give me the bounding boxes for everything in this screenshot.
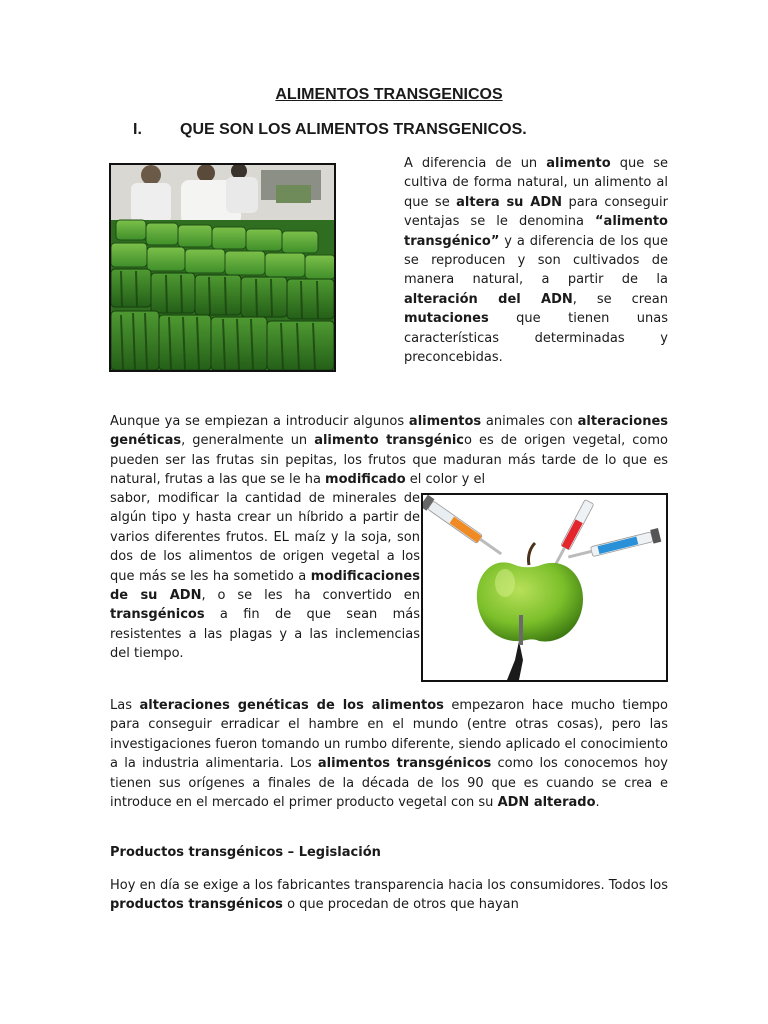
bold-term: ADN alterado [497, 795, 596, 811]
section-title: QUE SON LOS ALIMENTOS TRANSGENICOS. [180, 121, 527, 138]
paragraph-legislacion: Hoy en día se exige a los fabricantes transparencia hacia los consumidores. Todos los productos transgénicos o que procedan de otros que hayan [110, 878, 668, 913]
bold-term: “alimento transgénico” [404, 214, 668, 249]
bold-term: alteración del ADN [404, 291, 573, 307]
injected-apple-photo [421, 493, 668, 682]
bold-term: alimentos [408, 414, 482, 429]
bold-term: alteraciones genéticas [110, 414, 669, 449]
square-watermelons-photo [109, 163, 336, 372]
bold-term: mutaciones [404, 311, 489, 327]
bold-term: alimento [546, 156, 611, 171]
bold-term: productos transgénicos [110, 897, 283, 913]
paragraph-alteraciones-geneticas: Las alteraciones genéticas de los alimentos empezaron hace mucho tiempo para conseguir erradicar el hambre en el mundo (entre otras cosas), pero las investigaciones fueron tomando un rumbo diferente, siendo aplicado el conocimiento a la industria alimentaria. Los alimentos transgénicos como los conocemos hoy tienen sus orígenes a finales de la década de los 90 que es cuando se crea e introduce en el mercado el primer producto vegetal con su ADN alterado. [110, 698, 669, 811]
bold-term: modificado [325, 472, 406, 488]
subheading-legislacion: Productos transgénicos – Legislación [110, 845, 381, 860]
injected-apple-image [423, 495, 666, 680]
bold-term: altera su ADN [456, 194, 563, 210]
bold-term: transgénicos [110, 607, 205, 623]
intro-paragraph: A diferencia de un alimento que se cultiva de forma natural, un alimento al que se altera su ADN para conseguir ventajas se le denomina “alimento transgénico” y a diferencia de los que se reproducen y son cultivados de manera natural, a partir de la alteración del ADN, se crean mutaciones que tienen unas características determinadas y preconcebidas. [404, 156, 669, 366]
paragraph-maiz-soja: sabor, modificar la cantidad de minerales de algún tipo y hasta crear un híbrido a partir de varios diferentes frutos. EL maíz y la soja, son dos de los alimentos de origen vegetal a los que más se les ha sometido a modificaciones de su ADN, o se les ha convertido en transgénicos a fin de que sean más resistentes a las plagas y a las inclemencias del tiempo. [110, 491, 420, 662]
square-watermelons-image [111, 165, 334, 370]
bold-term: alimentos transgénicos [317, 756, 492, 772]
paragraph-alimentos-animales: Aunque ya se empiezan a introducir algunos alimentos animales con alteraciones genéticas, generalmente un alimento transgénico es de origen vegetal, como pueden ser las frutas sin pepitas, los frutos que maduran más tarde de lo que es natural, frutas a las que se le ha modificado el color y el [110, 414, 669, 488]
bold-term: alteraciones genéticas de los alimentos [139, 698, 444, 713]
bold-term: alimento transgénic [314, 433, 465, 449]
document-title: ALIMENTOS TRANSGENICOS [275, 86, 503, 103]
section-number: I. [133, 121, 142, 138]
bold-term: modificaciones de su ADN [110, 568, 420, 604]
